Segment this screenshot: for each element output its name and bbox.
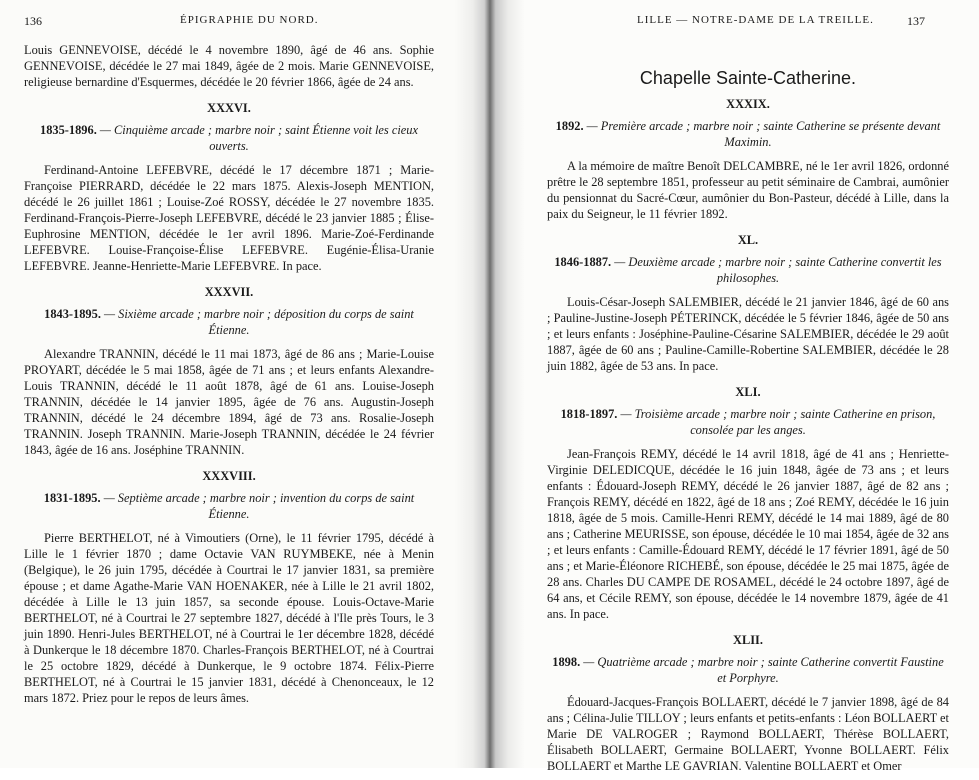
entry-number: XXXVIII. — [202, 469, 256, 483]
entry-text: Jean-François REMY, décédé le 14 avril 1818, âgé de 41 ans ; Henriette-Virginie DELEDICQUE, décédée le 16 juin 1848, âgée de 73 ans ; et leurs enfants : Édouard-Joseph REMY, décédé le 26 janvier 1887, âgé de 82 ans ; François REMY, décédé en 1822, âgé de 18 ans ; Zoé REMY, décédée le 16 juin 1818, âgée de 5 mois. Camille-Henri REMY, décédé le 14 mai 1889, âgé de 80 ans ; Catherine MEURISSE, son épouse, décédée le 10 mai 1854, âgée de 32 ans ; et leurs enfants : Camille-Édouard REMY, décédé le 17 février 1891, âgé de 50 ans ; et Marie-Éléonore RICHEBÉ, son épouse, décédée le 25 mai 1875, âgée de 28 ans. Charles DU CAMPE DE ROSAMEL, décédé le 24 octobre 1897, âgé de 64 ans, et Cécile REMY, son épouse, décédée le 14 novembre 1879, âgée de 41 ans. In pace. — [547, 447, 949, 621]
entry-date: 1846-1887. — [554, 255, 612, 269]
entry-date: 1818-1897. — [560, 407, 618, 421]
entry-text: Pierre BERTHELOT, né à Vimoutiers (Orne), le 11 février 1795, décédé à Lille le 1 février 1870 ; dame Octavie VAN RUYMBEKE, née à Menin (Belgique), le 26 juin 1795, décédée à Courtrai le 17 janvier 1831, sa première épouse ; et dame Agathe-Marie VAN HOENAKER, née à Lille le 21 avril 1802, décédée à Lille le 13 juin 1857, sa seconde épouse. Louis-Octave-Marie BERTHELOT, né à Courtrai le 27 septembre 1827, décédé à l'Ile près Tours, le 3 juin 1890. Henri-Jules BERTHELOT, né à Courtrai le 1er décembre 1828, décédé à Dunkerque le 18 décembre 1870. Charles-François BERTHELOT, né à Courtrai le 25 octobre 1829, décédé à Dunkerque, le 9 octobre 1874. Félix-Pierre BERTHELOT, né à Courtrai le 15 janvier 1831, décédé à Chenonceaux, le 12 mars 1872. Priez pour le repos de leurs âmes. — [24, 531, 434, 705]
entry-description: — Première arcade ; marbre noir ; sainte Catherine se présente devant Maximin. — [586, 119, 941, 149]
entry-number: XXXVI. — [207, 101, 251, 115]
entry-header — [547, 118, 949, 150]
entry-description: — Septième arcade ; marbre noir ; invention du corps de saint Étienne. — [103, 491, 415, 521]
entry-text: Louis-César-Joseph SALEMBIER, décédé le 21 janvier 1846, âgé de 60 ans ; Pauline-Justine-Joseph PÉTERINCK, décédée le 5 février 1846, âgée de 50 ans ; et leurs enfants : Joséphine-Pauline-Césarine SALEMBIER, décédée le 29 août 1887, âgée de 60 ans ; Pauline-Camille-Robertine SALEMBIER, décédée le 28 juin 1882, âgée de 53 ans. In pace. — [547, 295, 949, 373]
right-page — [525, 0, 979, 773]
entry-text: Alexandre TRANNIN, décédé le 11 mai 1873, âgé de 86 ans ; Marie-Louise PROYART, décédée le 5 mai 1858, âgée de 71 ans ; et leurs enfants Alexandre-Louis TRANNIN, décédé le 11 août 1878, âgé de 61 ans. Louise-Joseph TRANNIN, décédée le 14 janvier 1895, âgée de 76 ans. Augustin-Joseph TRANNIN, décédé le 24 décembre 1894, âgé de 73 ans. Rosalie-Joseph TRANNIN. Joseph TRANNIN. Marie-Joseph TRANNIN, décédée le 24 février 1843, âgée de 16 ans. Joséphine TRANNIN. — [24, 347, 434, 457]
left-column — [24, 42, 434, 712]
entry-text: Édouard-Jacques-François BOLLAERT, décédé le 7 janvier 1898, âgé de 84 ans ; Célina-Julie TILLOY ; leurs enfants et petits-enfants : Léon BOLLAERT et Marie DE VALROGER ; Raymond BOLLAERT, Thérèse BOLLAERT, Élisabeth BOLLAERT, Germaine BOLLAERT, Yvonne BOLLAERT. Félix BOLLAERT et Marthe LE GAVRIAN. Valentine BOLLAERT et Omer — [547, 695, 949, 773]
entry-text: Ferdinand-Antoine LEFEBVRE, décédé le 17 décembre 1871 ; Marie-Françoise PIERRARD, décédée le 22 mars 1875. Alexis-Joseph MENTION, décédé le 26 juillet 1861 ; Louise-Zoé ROSSY, décédée le 27 novembre 1835. Ferdinand-François-Pierre-Joseph LEFEBVRE, décédé le 23 janvier 1885 ; Élise-Euphrosine MENTION, décédée le 1er avril 1896. Marie-Zoé-Ferdinande LEFEBVRE. Louise-Françoise-Élise LEFEBVRE. Eugénie-Élisa-Uranie LEFEBVRE. Jeanne-Henriette-Marie LEFEBVRE. In pace. — [24, 163, 434, 273]
entry-number: XL. — [737, 233, 759, 247]
entry-number: XXXIX. — [726, 97, 770, 111]
entry-date: 1843-1895. — [44, 307, 101, 321]
entry-header — [547, 654, 949, 686]
entry-description: — Deuxième arcade ; marbre noir ; sainte Catherine convertit les philosophes. — [614, 255, 942, 285]
entry-date: 1835-1896. — [40, 123, 97, 137]
entry-header — [547, 254, 949, 286]
entry-header — [24, 306, 434, 338]
running-head-right: LILLE — NOTRE-DAME DE LA TREILLE. — [637, 14, 874, 26]
entry-description: — Troisième arcade ; marbre noir ; sainte Catherine en prison, consolée par les anges. — [620, 407, 936, 437]
entry-date: 1898. — [552, 655, 581, 669]
left-page — [0, 0, 455, 768]
right-column — [547, 62, 949, 780]
entry-description: — Quatrième arcade ; marbre noir ; sainte Catherine convertit Faustine et Porphyre. — [583, 655, 944, 685]
entry-number: XLII. — [733, 633, 763, 647]
entry-date: 1892. — [555, 119, 584, 133]
entry-description: — Cinquième arcade ; marbre noir ; saint Étienne voit les cieux ouverts. — [99, 123, 418, 153]
entry-header — [24, 490, 434, 522]
chapel-title: Chapelle Sainte-Catherine. — [639, 68, 857, 88]
page-number-right: 137 — [907, 14, 925, 28]
entry-number: XXXVII. — [204, 285, 254, 299]
entry-number: XLI. — [735, 385, 761, 399]
entry-description: — Sixième arcade ; marbre noir ; déposition du corps de saint Étienne. — [104, 307, 414, 337]
continuation-text: Louis GENNEVOISE, décédé le 4 novembre 1890, âgé de 46 ans. Sophie GENNEVOISE, décédée le 27 mai 1849, âgée de 2 mois. Marie GENNEVOISE, religieuse bernardine d'Esquermes, décédée le 20 février 1866, âgée de 24 ans. — [24, 43, 434, 89]
entry-header — [24, 122, 434, 154]
book-gutter — [455, 0, 525, 768]
running-head-left: ÉPIGRAPHIE DU NORD. — [180, 14, 319, 26]
page-number-left: 136 — [24, 14, 42, 28]
entry-header — [547, 406, 949, 438]
entry-text: A la mémoire de maître Benoît DELCAMBRE, né le 1er avril 1826, ordonné prêtre le 28 septembre 1851, professeur au petit séminaire de Cambrai, aumônier du pensionnat du Sacré-Cœur, aumônier du Bon-Pasteur, décédé à Lille, dans la paix du Seigneur, le 11 février 1892. — [547, 159, 949, 221]
entry-date: 1831-1895. — [43, 491, 101, 505]
